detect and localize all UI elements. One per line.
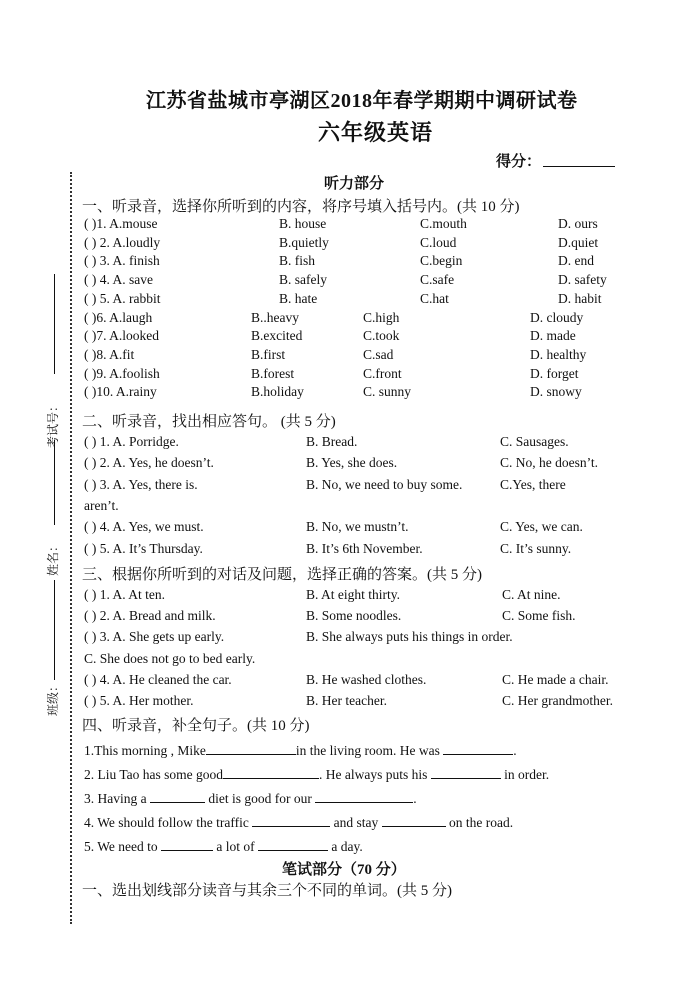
fill-text: 5. We need to	[84, 839, 158, 854]
fill-text: diet is good for our	[208, 791, 312, 806]
option-b: B. safely	[279, 272, 327, 288]
fill-text: 1.This morning , Mike	[84, 743, 206, 758]
question-stem: ( ) 3. A. Yes, there is.	[84, 476, 198, 492]
question-stem: ( ) 3. A. finish	[84, 253, 160, 269]
blank[interactable]	[206, 740, 296, 755]
option-c: C. It’s sunny.	[500, 540, 572, 556]
question-stem: C. She does not go to bed early.	[84, 650, 256, 666]
fill-text: 2. Liu Tao has some good	[84, 767, 224, 782]
option-b: B. At eight thirty.	[306, 587, 400, 602]
question-stem: ( ) 4. A. save	[84, 272, 153, 288]
written-part1-heading: 一、选出划线部分读音与其余三个不同的单词。(共 5 分)	[82, 883, 452, 899]
class-label: 班级：	[46, 679, 60, 716]
fill-text: .	[513, 743, 517, 758]
option-c: C. Her grandmother.	[502, 693, 613, 708]
part4-heading: 四、听录音，补全句子。(共 10 分)	[82, 718, 310, 734]
exam-no-line[interactable]	[54, 274, 55, 374]
option-c: C. Yes, we can.	[500, 519, 583, 535]
option-c: C.sad	[363, 346, 394, 362]
option-c: C.loud	[420, 234, 457, 250]
option-b: B. Some noodles.	[306, 608, 402, 624]
option-c: C.mouth	[420, 216, 467, 231]
option-c: C. No, he doesn’t.	[500, 455, 598, 471]
option-b: B.first	[251, 346, 286, 362]
option-c: C.high	[363, 309, 400, 325]
question-stem: ( )9. A.foolish	[84, 365, 160, 381]
question-stem: ( )7. A.looked	[84, 328, 159, 344]
exam-subtitle: 六年级英语	[318, 120, 434, 145]
fill-line-5	[84, 836, 363, 855]
blank[interactable]	[161, 836, 213, 851]
blank[interactable]	[252, 812, 330, 827]
binding-dotted-line	[70, 172, 72, 924]
name-label: 姓名：	[46, 539, 60, 576]
option-b: B.holiday	[251, 384, 304, 400]
exam-title: 江苏省盐城市亭湖区2018年春学期期中调研试卷	[146, 90, 578, 112]
option-d: D. end	[558, 253, 594, 269]
fill-text: .	[413, 791, 417, 806]
blank[interactable]	[431, 764, 501, 779]
option-b: B. No, we need to buy some.	[306, 476, 463, 492]
blank[interactable]	[258, 836, 328, 851]
option-b: B. Yes, she does.	[306, 455, 398, 471]
question-stem: ( ) 2. A. Yes, he doesn’t.	[84, 455, 214, 471]
option-c: C.took	[363, 328, 400, 344]
fill-text: on the road.	[449, 815, 514, 830]
option-c: C.front	[363, 365, 402, 381]
blank[interactable]	[150, 788, 205, 803]
option-d: D. snowy	[530, 384, 582, 400]
fill-text: in the living room. He was	[295, 743, 440, 758]
fill-text: in order.	[504, 767, 550, 782]
question-stem: ( ) 3. A. She gets up early.	[84, 629, 225, 645]
blank[interactable]	[443, 740, 513, 755]
score-blank[interactable]	[543, 166, 615, 167]
question-stem: ( ) 4. A. He cleaned the car.	[84, 671, 232, 687]
option-b: B. He washed clothes.	[306, 671, 427, 687]
question-stem: ( ) 2. A. Bread and milk.	[84, 608, 216, 624]
question-stem: ( )1. A.mouse	[84, 216, 158, 231]
option-b: B. No, we mustn’t.	[306, 519, 409, 535]
option-c: C.begin	[420, 253, 463, 269]
option-b: B..heavy	[251, 309, 299, 325]
question-stem: ( ) 5. A. rabbit	[84, 290, 161, 306]
question-stem: ( ) 1. A. At ten.	[84, 587, 165, 602]
fill-text: . He always puts his	[319, 767, 428, 782]
question-stem: ( )10. A.rainy	[84, 384, 157, 400]
option-c: C. At nine.	[502, 587, 561, 602]
name-line[interactable]	[54, 440, 55, 525]
part3-heading: 三、根据你所听到的对话及问题，选择正确的答案。(共 5 分)	[82, 567, 482, 583]
option-c: C. Sausages.	[500, 434, 569, 449]
option-b: B. Bread.	[306, 434, 358, 449]
option-c: C. sunny	[363, 384, 412, 400]
question-stem: ( )8. A.fit	[84, 346, 135, 362]
option-d: D.quiet	[558, 234, 599, 250]
option-b: B. hate	[279, 290, 318, 306]
blank[interactable]	[315, 788, 413, 803]
option-c: C.hat	[420, 290, 449, 306]
exam-no-label: 考试号：	[46, 399, 60, 448]
option-d: D. ours	[558, 216, 598, 231]
question-stem: ( ) 5. A. Her mother.	[84, 693, 194, 708]
fill-line-2	[84, 764, 549, 783]
option-d: D. habit	[558, 290, 602, 306]
listening-title: 听力部分	[324, 176, 385, 192]
question-stem: ( ) 5. A. It’s Thursday.	[84, 540, 203, 556]
question-stem: ( ) 1. A. Porridge.	[84, 434, 179, 449]
class-line[interactable]	[54, 580, 55, 680]
option-d: D. cloudy	[530, 309, 584, 325]
blank[interactable]	[382, 812, 446, 827]
score-label: 得分：	[496, 154, 542, 170]
question-stem: aren’t.	[84, 497, 119, 513]
fill-text: and stay	[333, 815, 379, 830]
fill-text: a lot of	[216, 839, 255, 854]
option-b: B. fish	[279, 253, 316, 269]
option-d: D. forget	[530, 365, 579, 381]
option-c: C. Some fish.	[502, 608, 576, 624]
written-title: 笔试部分（70 分）	[282, 862, 406, 878]
option-b: B. Her teacher.	[306, 693, 387, 708]
fill-line-4	[84, 812, 513, 831]
option-c: C. He made a chair.	[502, 671, 609, 687]
question-stem: ( )6. A.laugh	[84, 309, 153, 325]
question-stem: ( ) 4. A. Yes, we must.	[84, 519, 204, 535]
fill-text: a day.	[331, 839, 363, 854]
question-stem: ( ) 2. A.loudly	[84, 234, 161, 250]
part2-heading: 二、听录音，找出相应答句。 (共 5 分)	[82, 414, 336, 430]
option-d: D. healthy	[530, 346, 587, 362]
part1-heading: 一、听录音，选择你所听到的内容，将序号填入括号内。(共 10 分)	[82, 199, 520, 215]
option-c: C.Yes, there	[500, 476, 566, 492]
fill-line-1	[84, 740, 517, 759]
option-c: C.safe	[420, 272, 455, 288]
fill-line-3	[84, 788, 417, 807]
blank[interactable]	[223, 764, 319, 779]
option-b: B.forest	[251, 365, 295, 381]
option-b: B. house	[279, 216, 327, 231]
option-b: B.quietly	[279, 234, 329, 250]
fill-text: 4. We should follow the traffic	[84, 815, 249, 830]
option-b: B. She always puts his things in order.	[306, 629, 513, 645]
fill-text: 3. Having a	[84, 791, 147, 806]
option-d: D. made	[530, 328, 576, 344]
option-b: B. It’s 6th November.	[306, 540, 423, 556]
option-d: D. safety	[558, 272, 607, 288]
option-b: B.excited	[251, 328, 303, 344]
